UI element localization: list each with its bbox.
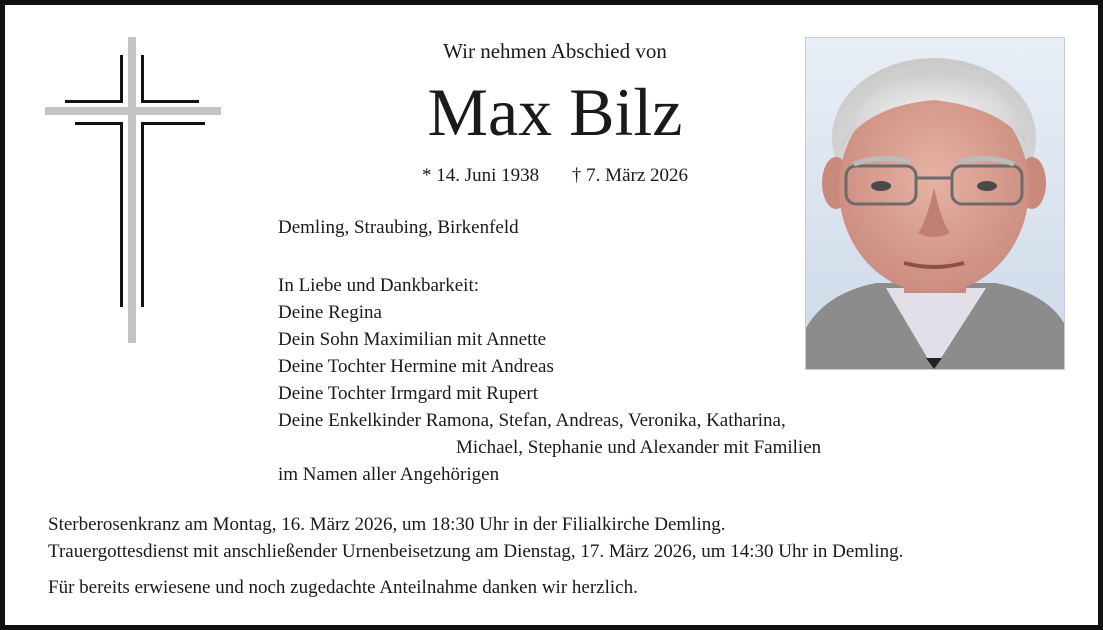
places: Demling, Straubing, Birkenfeld <box>278 217 519 238</box>
mourner-line: Dein Sohn Maximilian mit Annette <box>278 329 547 350</box>
service-info <box>48 511 903 601</box>
mourners-heading: In Liebe und Dankbarkeit: <box>278 275 480 296</box>
portrait-photo <box>805 37 1065 370</box>
mourner-line: Deine Regina <box>278 302 382 323</box>
life-dates <box>305 165 805 187</box>
mourner-line: Deine Tochter Irmgard mit Rupert <box>278 383 539 404</box>
mourner-line: Deine Tochter Hermine mit Andreas <box>278 356 554 377</box>
portrait-illustration <box>806 38 1064 369</box>
mourner-line: im Namen aller Angehörigen <box>278 464 500 485</box>
birth-date: * 14. Juni 1938 <box>421 165 540 186</box>
mourners-list <box>278 272 821 488</box>
deceased-name: Max Bilz <box>427 74 683 150</box>
cross-icon <box>45 37 221 347</box>
rosary-service: Sterberosenkranz am Montag, 16. März 2026, um 18:30 Uhr in der Filialkirche Demling. <box>48 514 726 535</box>
intro-text: Wir nehmen Abschied von <box>443 39 667 63</box>
thanks-text: Für bereits erwiesene und noch zugedachte Anteilnahme danken wir herzlich. <box>48 577 638 598</box>
death-date: † 7. März 2026 <box>571 165 689 186</box>
mourner-line: Michael, Stephanie und Alexander mit Familien <box>456 437 822 458</box>
mourner-line: Deine Enkelkinder Ramona, Stefan, Andreas, Veronika, Katharina, <box>278 410 786 431</box>
funeral-service: Trauergottesdienst mit anschließender Urnenbeisetzung am Dienstag, 17. März 2026, um 14:30 Uhr in Demling. <box>48 541 904 562</box>
